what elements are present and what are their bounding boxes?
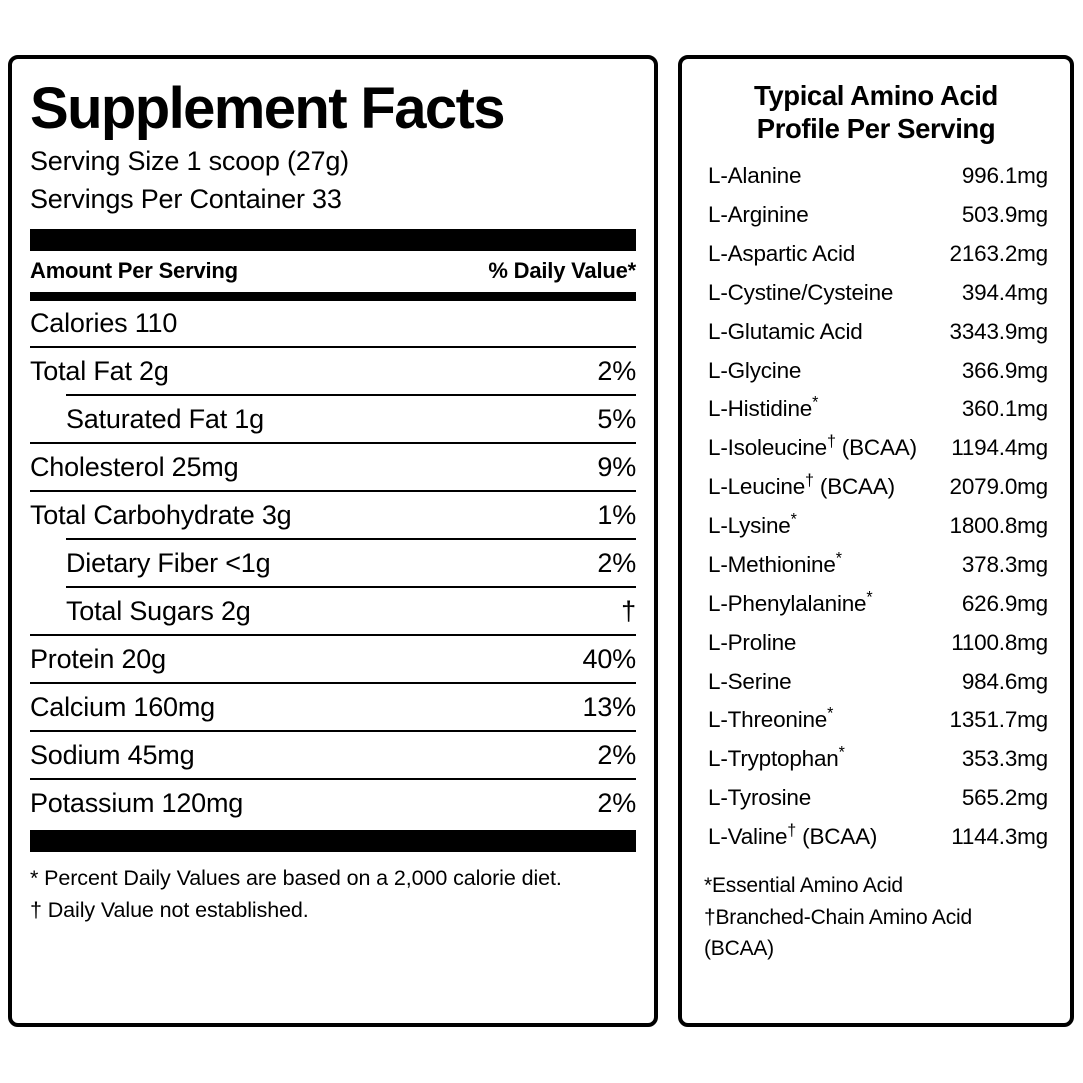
amino-marker: *: [866, 588, 873, 607]
list-item: [700, 585, 1052, 624]
nutrient-label: Potassium 120mg: [30, 787, 244, 818]
amino-acid-amount: 353.3mg: [961, 746, 1048, 772]
nutrient-label: Protein 20g: [30, 643, 166, 674]
amino-acid-amount: 366.9mg: [961, 357, 1048, 383]
nutrient-value: 2%: [597, 739, 636, 770]
table-row: [30, 346, 636, 394]
amino-acid-name: L-Isoleucine† (BCAA): [708, 432, 917, 461]
list-item: [700, 274, 1052, 313]
supplement-facts-panel: [8, 55, 658, 1027]
amount-per-serving-header-row: [30, 251, 636, 289]
table-row: [30, 730, 636, 778]
list-item: [700, 351, 1052, 390]
list-item: [700, 235, 1052, 274]
table-row: [30, 301, 636, 346]
amino-acid-amount: 996.1mg: [961, 163, 1048, 189]
amino-acid-amount: 2163.2mg: [949, 240, 1048, 266]
nutrient-label: Total Sugars 2g: [66, 595, 251, 626]
list-item: [700, 196, 1052, 235]
amino-marker: *: [827, 704, 834, 723]
nutrient-label: Calories 110: [30, 307, 178, 338]
list-item: [700, 157, 1052, 196]
list-item: [700, 429, 1052, 468]
amino-acid-rows: [700, 157, 1052, 857]
amino-acid-amount: 3343.9mg: [949, 318, 1048, 344]
table-row: [30, 682, 636, 730]
nutrient-label: Dietary Fiber <1g: [66, 547, 271, 578]
page-title: Supplement Facts: [30, 76, 504, 141]
amino-acid-amount: 378.3mg: [961, 551, 1048, 577]
amino-acid-name: L-Tyrosine: [708, 785, 812, 811]
daily-value-label: % Daily Value*: [488, 257, 636, 283]
amino-acid-name: L-Histidine*: [708, 393, 819, 422]
amino-acid-amount: 503.9mg: [961, 202, 1048, 228]
amino-acid-amount: 1144.3mg: [951, 824, 1048, 850]
note-bcaa-abbrev: (BCAA): [704, 937, 774, 961]
list-item: [700, 468, 1052, 507]
nutrient-label: Calcium 160mg: [30, 691, 215, 722]
divider-thick-bottom: [30, 830, 636, 852]
list-item: [700, 818, 1052, 857]
amino-acid-amount: 2079.0mg: [949, 474, 1048, 500]
amino-acid-name: L-Valine† (BCAA): [708, 821, 878, 850]
nutrient-value: 2%: [597, 547, 636, 578]
amino-acid-name: L-Phenylalanine*: [708, 588, 873, 616]
nutrient-value: †: [621, 595, 636, 626]
table-row: [30, 778, 636, 826]
amino-marker: †: [787, 821, 797, 840]
list-item: [700, 313, 1052, 352]
table-row: [66, 538, 636, 586]
nutrition-rows: [30, 301, 636, 826]
amino-acid-amount: 1194.4mg: [951, 435, 1048, 461]
table-row: [30, 442, 636, 490]
table-row: [66, 586, 636, 634]
footnote-not-established: † Daily Value not established.: [30, 898, 309, 923]
nutrient-label: Total Fat 2g: [30, 355, 169, 386]
amino-acid-name: L-Arginine: [708, 202, 809, 228]
list-item: [700, 507, 1052, 546]
amino-acid-amount: 394.4mg: [961, 279, 1048, 305]
amount-per-serving-label: Amount Per Serving: [30, 257, 238, 283]
amino-acid-name: L-Aspartic Acid: [708, 240, 856, 266]
note-bcaa: †Branched-Chain Amino Acid: [704, 905, 972, 929]
amino-acid-name: L-Serine: [708, 668, 792, 694]
amino-acid-name: L-Glycine: [708, 357, 802, 383]
amino-acid-name: L-Methionine*: [708, 549, 842, 577]
amino-marker: †: [826, 432, 836, 451]
list-item: [700, 779, 1052, 818]
amino-acid-name: L-Proline: [708, 629, 797, 655]
table-row: [66, 394, 636, 442]
footnotes: [30, 852, 636, 927]
amino-acid-amount: 984.6mg: [961, 668, 1048, 694]
amino-marker: †: [805, 471, 814, 490]
nutrient-value: 13%: [582, 691, 636, 722]
amino-acid-amount: 565.2mg: [961, 785, 1048, 811]
nutrient-label: Sodium 45mg: [30, 739, 195, 770]
amino-marker: *: [790, 510, 797, 529]
list-item: [700, 662, 1052, 701]
servings-per-container-text: Servings Per Container 33: [30, 184, 342, 215]
amino-acid-name: L-Tryptophan*: [708, 743, 845, 772]
nutrient-value: 2%: [597, 787, 636, 818]
amino-acid-name: L-Cystine/Cysteine: [708, 279, 894, 305]
list-item: [700, 390, 1052, 429]
amino-profile-title-line1: Typical Amino Acid: [754, 80, 998, 111]
amino-acid-amount: 1800.8mg: [949, 513, 1048, 539]
nutrient-value: 5%: [597, 403, 636, 434]
amino-acid-amount: 1351.7mg: [949, 707, 1048, 733]
amino-profile-notes: [700, 857, 1052, 964]
amino-marker: *: [835, 549, 842, 568]
amino-marker: *: [812, 393, 819, 412]
table-row: [30, 490, 636, 538]
list-item: [700, 546, 1052, 585]
nutrient-value: 40%: [582, 643, 636, 674]
note-essential-amino-acid: *Essential Amino Acid: [704, 873, 903, 897]
amino-acid-name: L-Threonine*: [708, 704, 834, 733]
footnote-daily-value: * Percent Daily Values are based on a 2,000 calorie diet.: [30, 865, 562, 890]
amino-profile-title-line2: Profile Per Serving: [756, 113, 996, 144]
nutrient-label: Cholesterol 25mg: [30, 451, 239, 482]
table-row: [30, 634, 636, 682]
amino-marker: *: [838, 743, 845, 762]
list-item: [700, 740, 1052, 779]
list-item: [700, 624, 1052, 663]
divider-medium: [30, 292, 636, 301]
nutrient-value: 1%: [597, 499, 636, 530]
amino-acid-profile-panel: [678, 55, 1074, 1027]
amino-acid-name: L-Leucine† (BCAA): [708, 471, 895, 500]
nutrient-label: Total Carbohydrate 3g: [30, 499, 292, 530]
amino-acid-amount: 1100.8mg: [951, 629, 1048, 655]
list-item: [700, 701, 1052, 740]
amino-acid-name: L-Lysine*: [708, 510, 797, 539]
serving-size-text: Serving Size 1 scoop (27g): [30, 146, 349, 177]
divider-thick-top: [30, 229, 636, 251]
amino-acid-name: L-Alanine: [708, 163, 802, 189]
amino-acid-amount: 626.9mg: [961, 590, 1048, 616]
amino-profile-title: [700, 79, 1052, 145]
nutrient-label: Saturated Fat 1g: [66, 403, 264, 434]
amino-acid-amount: 360.1mg: [961, 396, 1048, 422]
nutrient-value: 9%: [597, 451, 636, 482]
nutrient-value: 2%: [597, 355, 636, 386]
amino-acid-name: L-Glutamic Acid: [708, 318, 863, 344]
